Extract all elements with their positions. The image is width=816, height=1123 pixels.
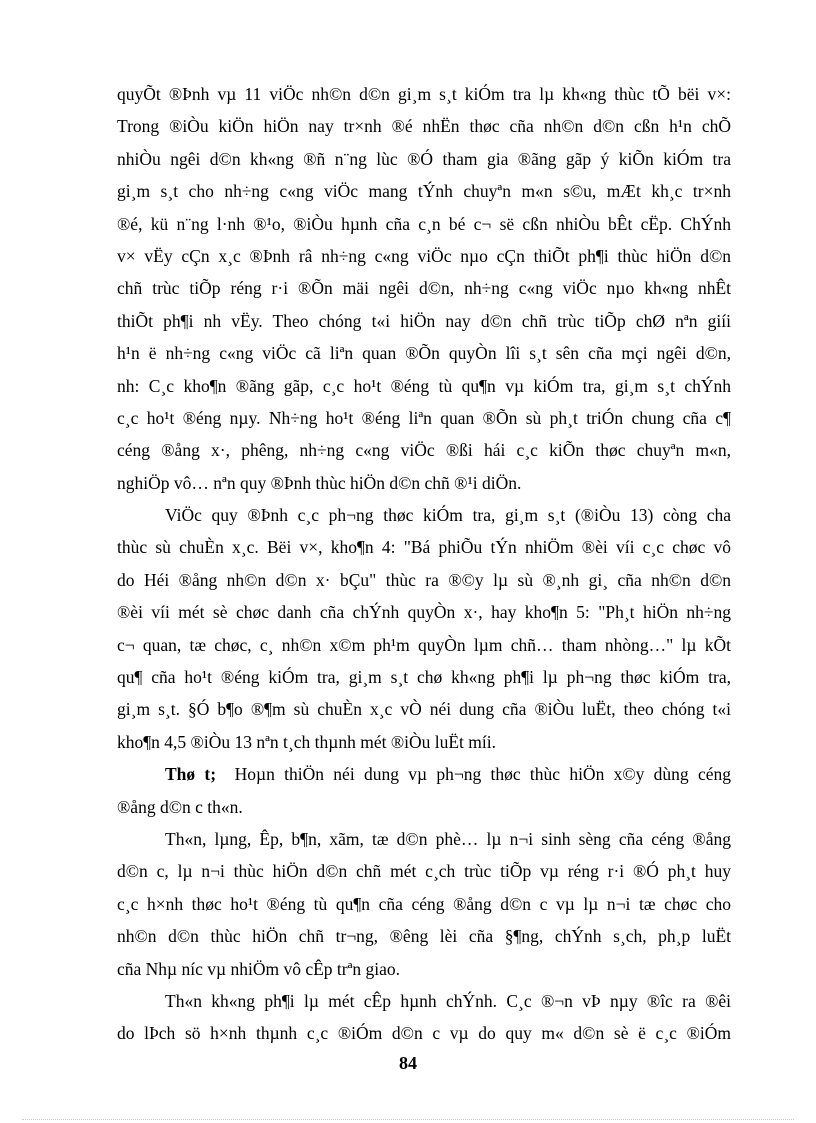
- text-line: nh©n d©n thùc hiÖn chñ tr¬ng, ®êng lèi cña §¶ng, chÝnh s¸ch, ph¸p luËt: [117, 926, 731, 947]
- text-line: cña Nhµ níc vµ nhiÖm vô cÊp trªn giao.: [117, 958, 401, 979]
- text-line: gi¸m s¸t cho nh÷ng c«ng viÖc mang tÝnh chuyªn m«n s©u, mÆt kh¸c tr×nh: [117, 181, 731, 202]
- text-line: qu¶ cña ho¹t ®éng kiÓm tra, gi¸m s¸t chø kh«ng ph¶i lµ ph¬ng thøc kiÓm tra,: [117, 667, 731, 688]
- text-line: v× vËy cÇn x¸c ®Þnh râ nh÷ng c«ng viÖc nµo cÇn thiÕt ph¶i thùc hiÖn d©n: [117, 245, 731, 266]
- body-text: [117, 78, 731, 1050]
- page-bottom-divider: [22, 1119, 794, 1120]
- text-line: Trong ®iÒu kiÖn hiÖn nay tr×nh ®é nhËn thøc cña nh©n d©n cßn h¹n chÕ: [117, 116, 731, 137]
- text-line: chñ trùc tiÕp réng r·i ®Õn mäi ngêi d©n, nh÷ng c«ng viÖc nµo kh«ng nhÊt: [117, 278, 731, 299]
- text-line: nhiÒu ngêi d©n kh«ng ®ñ n¨ng lùc ®Ó tham gia ®ãng gãp ý kiÕn kiÓm tra: [117, 148, 731, 169]
- text-line: ®é, kü n¨ng l·nh ®¹o, ®iÒu hµnh cña c¸n bé c¬ së cßn nhiÒu bÊt cËp. ChÝnh: [117, 213, 731, 234]
- text-line: nh: C¸c kho¶n ®ãng gãp, c¸c ho¹t ®éng tù qu¶n vµ kiÓm tra, gi¸m s¸t chÝnh: [117, 375, 731, 396]
- text-line: do lÞch sö h×nh thµnh c¸c ®iÓm d©n c vµ do quy m« d©n sè ë c¸c ®iÓm: [117, 1023, 731, 1044]
- text-line: thùc sù chuÈn x¸c. Bëi v×, kho¶n 4: "Bá phiÕu tÝn nhiÖm ®èi víi c¸c chøc vô: [117, 537, 731, 558]
- text-line: Th«n kh«ng ph¶i lµ mét cÊp hµnh chÝnh. C¸c ®¬n vÞ nµy ®îc ra ®êi: [165, 990, 731, 1011]
- text-line: c¸c h×nh thøc ho¹t ®éng tù qu¶n cña céng ®ång d©n c vµ lµ n¬i tæ chøc cho: [117, 893, 731, 914]
- text-line: céng ®ång x·, phêng, nh÷ng c«ng viÖc ®ßi hái c¸c kiÕn thøc chuyªn m«n,: [117, 440, 731, 461]
- text-line: [117, 758, 731, 790]
- text-line: nghiÖp vô… nªn quy ®Þnh thùc hiÖn d©n chñ ®¹i diÖn.: [117, 472, 522, 493]
- text-line: ViÖc quy ®Þnh c¸c ph¬ng thøc kiÓm tra, gi¸m s¸t (®iÒu 13) còng cha: [165, 505, 731, 526]
- text-line: ®ång d©n c th«n.: [117, 796, 243, 817]
- text-line: d©n c, lµ n¬i thùc hiÖn d©n chñ mét c¸ch trùc tiÕp vµ réng r·i ®Ó ph¸t huy: [117, 861, 731, 882]
- text-line: do Héi ®ång nh©n d©n x· bÇu" thùc ra ®©y lµ sù ®¸nh gi¸ cña nh©n d©n: [117, 569, 731, 590]
- text-line: gi¸m s¸t. §Ó b¶o ®¶m sù chuÈn x¸c vÒ néi dung cña ®iÒu luËt, theo chóng t«i: [117, 699, 731, 720]
- text-line: Th«n, lµng, Êp, b¶n, xãm, tæ d©n phè… lµ n¬i sinh sèng cña céng ®ång: [165, 828, 731, 849]
- page-number: 84: [399, 1053, 417, 1073]
- text-line: c¬ quan, tæ chøc, c¸ nh©n x©m ph¹m quyÒn lµm chñ… tham nhòng…" lµ kÕt: [117, 634, 731, 655]
- paragraph-label: Thø t;: [165, 764, 217, 785]
- text-line: thiÕt ph¶i nh vËy. Theo chóng t«i hiÖn nay d©n chñ trùc tiÕp chØ nªn giíi: [117, 310, 731, 331]
- text-line: quyÕt ®Þnh vµ 11 viÖc nh©n d©n gi¸m s¸t kiÓm tra lµ kh«ng thùc tÕ bëi v×:: [117, 84, 731, 104]
- text-line: kho¶n 4,5 ®iÒu 13 nªn t¸ch thµnh mét ®iÒu luËt míi.: [117, 731, 496, 752]
- text-line: c¸c ho¹t ®éng nµy. Nh÷ng ho¹t ®éng liªn quan ®Õn sù ph¸t triÓn chung cña c¶: [117, 407, 731, 428]
- text-line: h¹n ë nh÷ng c«ng viÖc cã liªn quan ®Õn quyÒn lîi s¸t sên cña mçi ngêi d©n,: [117, 343, 731, 364]
- paragraph-label-rest: Hoµn thiÖn néi dung vµ ph¬ng thøc thùc hiÖn x©y dùng céng: [234, 764, 731, 785]
- text-line: ®èi víi mét sè chøc danh cña chÝnh quyÒn x·, hay kho¶n 5: "Ph¸t hiÖn nh÷ng: [117, 602, 731, 623]
